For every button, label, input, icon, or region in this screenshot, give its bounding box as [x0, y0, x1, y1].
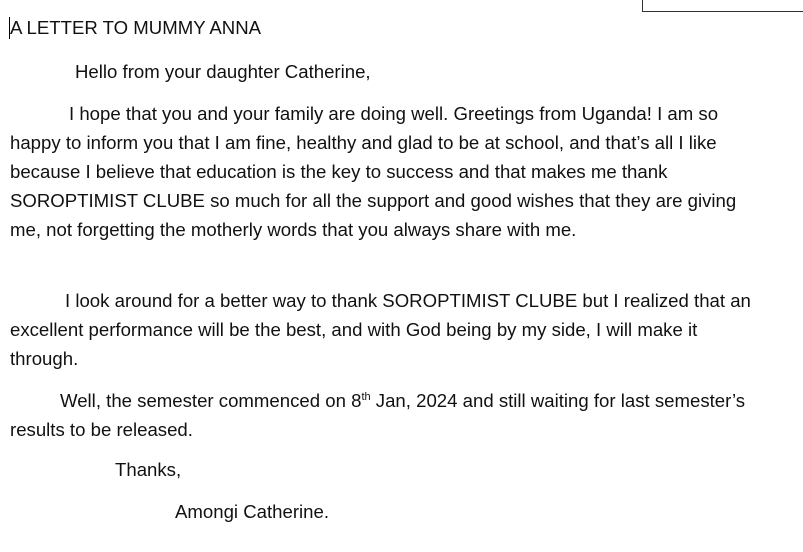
letter-greeting: Hello from your daughter Catherine, — [75, 61, 371, 82]
letter-paragraph-3 — [10, 386, 770, 444]
letter-closing: Thanks, — [115, 459, 182, 480]
letter-paragraph-2: I look around for a better way to thank SOROPTIMIST CLUBE but I realized that an excellent performance will be the best, and with God being by my side, I will make it through. — [10, 290, 751, 369]
letter-signature: Amongi Catherine. — [175, 501, 329, 522]
page-corner-box — [642, 0, 803, 12]
paragraph-3-text-start: Well, the semester commenced on 8 — [60, 390, 362, 411]
ordinal-suffix: th — [361, 390, 371, 403]
paragraph-3-text-end: Jan, 2024 and still waiting for last semester’s results to be released. — [10, 390, 746, 440]
letter-paragraph-1: I hope that you and your family are doing well. Greetings from Uganda! I am so happy to inform you that I am fine, healthy and glad to be at school, and that’s all I like because I believe that education is the key to success and that makes me thank SOROPTIMIST CLUBE so much for all the support and good wishes that they are giving me, not forgetting the motherly words that you always share with me. — [10, 103, 737, 240]
letter-title: A LETTER TO MUMMY ANNA — [10, 17, 262, 38]
